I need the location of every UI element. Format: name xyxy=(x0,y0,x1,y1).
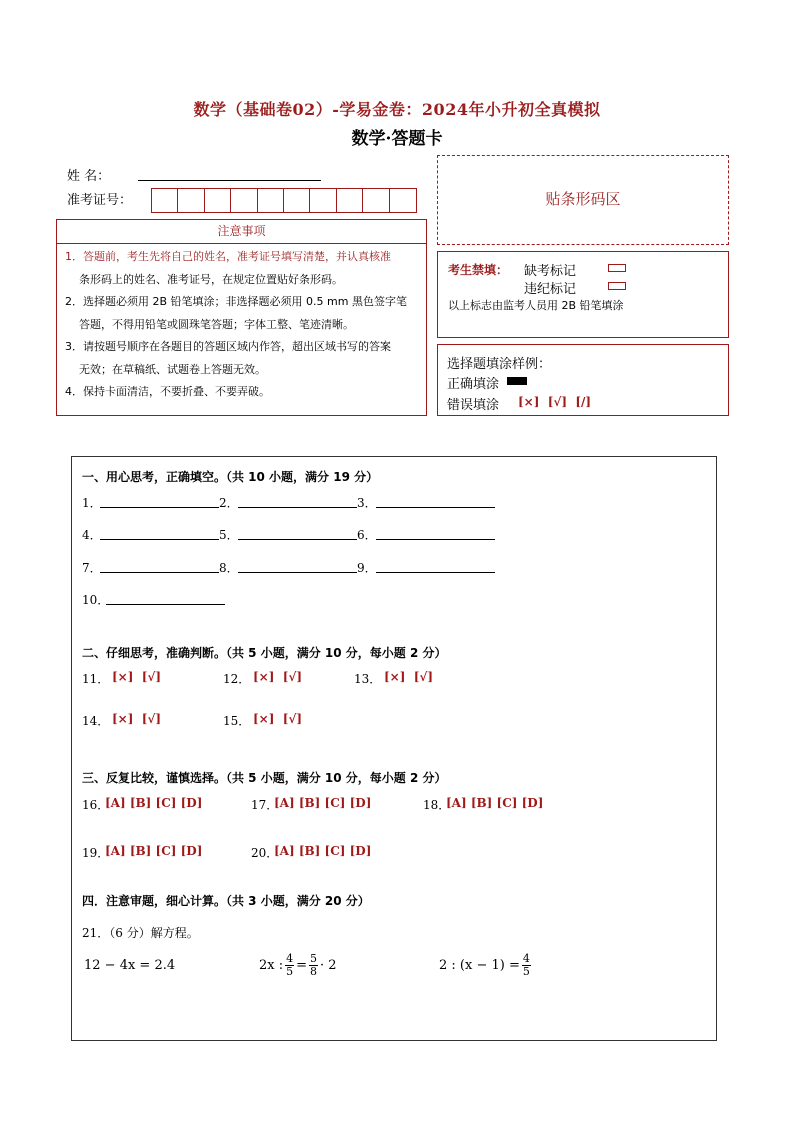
choice-options[interactable]: [A] [B] [C] [D] xyxy=(274,796,372,810)
absent-mark-box[interactable] xyxy=(608,264,626,272)
id-digit-box[interactable] xyxy=(178,189,204,212)
equals-sign: = xyxy=(296,958,308,973)
question-label: 19． xyxy=(82,846,110,860)
notice-item-2-cont: 答题，不得用铅笔或圆珠笔答题；字体工整、笔迹清晰。 xyxy=(79,317,354,331)
question-21-label: 21．（6 分）解方程。 xyxy=(82,926,199,940)
name-field[interactable] xyxy=(138,180,321,181)
question-label: 4． xyxy=(82,528,102,542)
violation-mark-box[interactable] xyxy=(608,282,626,290)
choice-options[interactable]: [A] [B] [C] [D] xyxy=(105,844,203,858)
notice-title: 注意事项 xyxy=(217,224,266,238)
question-label: 18． xyxy=(423,798,451,812)
barcode-area xyxy=(437,155,729,245)
violation-label: 违纪标记 xyxy=(524,282,577,297)
section-4-title: 四．注意审题，细心计算。（共 3 小题，满分 20 分） xyxy=(82,894,370,908)
correct-fill-sample xyxy=(507,377,527,385)
question-label: 3． xyxy=(357,496,377,510)
question-label: 2． xyxy=(219,496,239,510)
fraction: $\frac{4}{5}$ xyxy=(522,952,530,978)
notice-item-1-cont: 条形码上的姓名、准考证号，在规定位置贴好条形码。 xyxy=(79,272,343,286)
judge-options[interactable]: [×] [√] xyxy=(253,712,303,726)
id-digit-box[interactable] xyxy=(390,189,416,212)
judge-options[interactable]: [×] [√] xyxy=(384,670,434,684)
answer-blank[interactable] xyxy=(376,572,495,573)
section-2-title: 二、仔细思考，准确判断。（共 5 小题，满分 10 分，每小题 2 分） xyxy=(82,646,447,660)
id-digit-box[interactable] xyxy=(231,189,257,212)
id-digit-box[interactable] xyxy=(310,189,336,212)
judge-options[interactable]: [×] [√] xyxy=(112,712,162,726)
wrong-fill-samples: [×] [√] [/] xyxy=(518,395,592,409)
notice-item-2: 2．选择题必须用 2B 铅笔填涂；非选择题必须用 0.5 mm 黑色签字笔 xyxy=(65,295,407,308)
judge-options[interactable]: [×] [√] xyxy=(112,670,162,684)
answer-blank[interactable] xyxy=(238,539,357,540)
barcode-label: 贴条形码区 xyxy=(545,190,621,208)
question-label: 16． xyxy=(82,798,110,812)
choice-options[interactable]: [A] [B] [C] [D] xyxy=(274,844,372,858)
answer-area xyxy=(71,456,717,1041)
answer-blank[interactable] xyxy=(238,572,357,573)
question-label: 12． xyxy=(223,672,251,686)
question-label: 9． xyxy=(357,561,377,575)
equation-2-right: · 2 xyxy=(320,958,337,973)
absent-label: 缺考标记 xyxy=(524,264,577,279)
question-label: 13． xyxy=(354,672,382,686)
answer-blank[interactable] xyxy=(376,539,495,540)
equation-1: 12 − 4x = 2.4 xyxy=(84,958,176,973)
id-digit-box[interactable] xyxy=(337,189,363,212)
section-1-title: 一、用心思考，正确填空。（共 10 小题，满分 19 分） xyxy=(82,470,379,484)
id-digit-box[interactable] xyxy=(284,189,310,212)
id-label: 准考证号： xyxy=(67,193,133,208)
answer-blank[interactable] xyxy=(238,507,357,508)
question-label: 15． xyxy=(223,714,251,728)
main-title: 数学（基础卷02）-学易金卷：2024年小升初全真模拟 xyxy=(193,100,601,119)
fill-example-box xyxy=(437,344,729,416)
id-digit-box[interactable] xyxy=(152,189,178,212)
question-label: 7． xyxy=(82,561,102,575)
question-label: 10． xyxy=(82,593,110,607)
notice-header xyxy=(56,219,427,244)
question-label: 11． xyxy=(82,672,110,686)
notice-box xyxy=(56,243,427,416)
question-label: 8． xyxy=(219,561,239,575)
answer-blank[interactable] xyxy=(106,604,225,605)
answer-blank[interactable] xyxy=(100,539,219,540)
equation-2 xyxy=(259,953,337,978)
forbidden-label: 考生禁填： xyxy=(448,263,509,277)
fraction: $\frac{5}{8}$ xyxy=(310,952,318,978)
sub-title: 数学·答题卡 xyxy=(351,129,443,149)
fraction: $\frac{4}{5}$ xyxy=(286,952,294,978)
notice-item-3-cont: 无效；在草稿纸、试题卷上答题无效。 xyxy=(79,362,266,376)
wrong-fill-label: 错误填涂 xyxy=(447,398,500,413)
id-digit-box[interactable] xyxy=(258,189,284,212)
forbidden-note: 以上标志由监考人员用 2B 铅笔填涂 xyxy=(448,299,624,312)
notice-item-4: 4．保持卡面清洁，不要折叠、不要弄破。 xyxy=(65,385,270,398)
equation-3 xyxy=(439,953,533,978)
choice-options[interactable]: [A] [B] [C] [D] xyxy=(105,796,203,810)
question-label: 1． xyxy=(82,496,102,510)
question-label: 20． xyxy=(251,846,279,860)
question-label: 17． xyxy=(251,798,279,812)
answer-blank[interactable] xyxy=(376,507,495,508)
judge-options[interactable]: [×] [√] xyxy=(253,670,303,684)
equation-3-left: 2 : (x − 1) = xyxy=(439,958,520,973)
notice-item-3: 3．请按题号顺序在各题目的答题区域内作答，超出区域书写的答案 xyxy=(65,340,391,353)
answer-blank[interactable] xyxy=(100,507,219,508)
id-digit-box[interactable] xyxy=(363,189,389,212)
equation-2-left: 2x : xyxy=(259,958,284,973)
notice-item-1: 1．答题前，考生先将自己的姓名，准考证号填写清楚，并认真核准 xyxy=(65,250,391,263)
question-label: 14． xyxy=(82,714,110,728)
fill-example-title: 选择题填涂样例： xyxy=(447,357,552,372)
name-label: 姓 名： xyxy=(67,169,111,184)
forbidden-box xyxy=(437,251,729,338)
answer-blank[interactable] xyxy=(100,572,219,573)
choice-options[interactable]: [A] [B] [C] [D] xyxy=(446,796,544,810)
id-number-boxes[interactable] xyxy=(151,188,417,213)
section-3-title: 三、反复比较，谨慎选择。（共 5 小题，满分 10 分，每小题 2 分） xyxy=(82,771,447,785)
correct-fill-label: 正确填涂 xyxy=(447,377,500,392)
id-digit-box[interactable] xyxy=(205,189,231,212)
question-label: 5． xyxy=(219,528,239,542)
question-label: 6． xyxy=(357,528,377,542)
